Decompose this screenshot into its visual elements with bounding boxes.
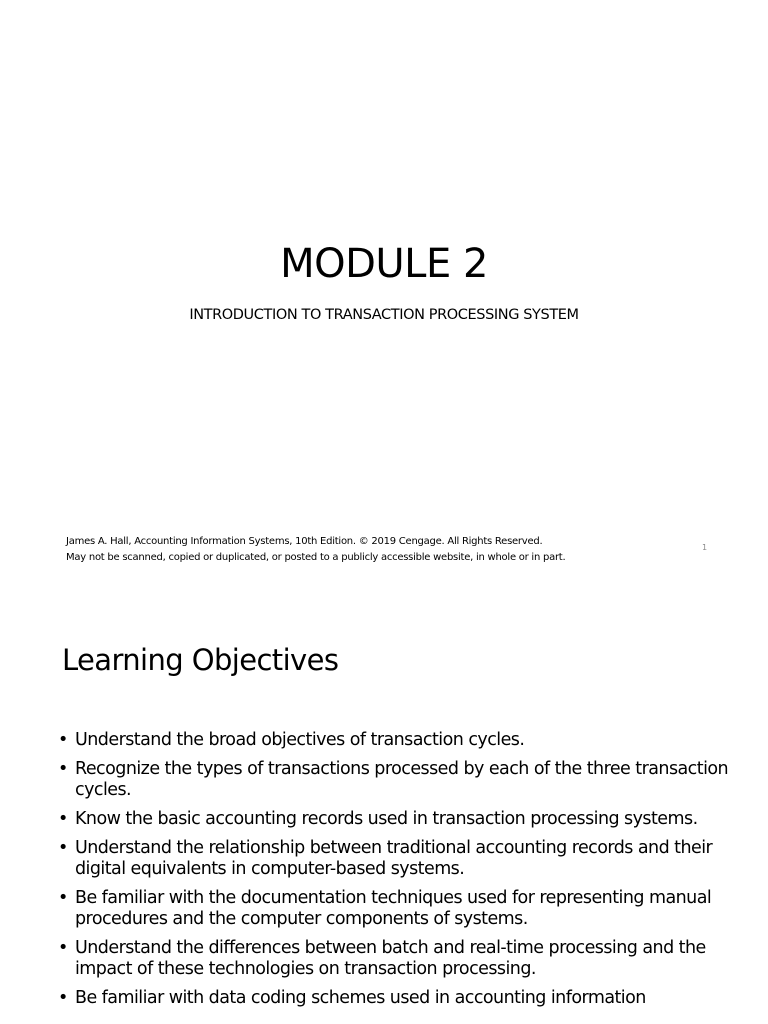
bullet-icon: • [58, 988, 68, 1008]
objectives-list [58, 730, 758, 1017]
copyright-notice [66, 534, 565, 566]
objective-item [58, 938, 758, 980]
objective-text: Understand the relationship between traditional accounting records and their digital equivalents in computer-based systems. [75, 838, 713, 879]
bullet-icon: • [58, 938, 68, 958]
module-title: MODULE 2 [280, 241, 488, 287]
objective-text: Recognize the types of transactions processed by each of the three transaction cycles. [75, 759, 729, 800]
learning-objectives-title: Learning Objectives [62, 643, 339, 677]
bullet-icon: • [58, 759, 68, 779]
copyright-line-1: James A. Hall, Accounting Information Systems, 10th Edition. © 2019 Cengage. All Rights Reserved. [66, 536, 543, 547]
bullet-icon: • [58, 888, 68, 908]
objective-item [58, 988, 758, 1009]
objective-item [58, 888, 758, 930]
objective-text: Know the basic accounting records used in transaction processing systems. [75, 809, 698, 829]
objective-text: Be familiar with the documentation techniques used for representing manual procedures and the computer components of systems. [75, 888, 712, 929]
objective-item [58, 838, 758, 880]
objective-text: Understand the broad objectives of transaction cycles. [75, 730, 525, 750]
slide-number: 1 [702, 543, 708, 552]
objective-item [58, 730, 758, 751]
copyright-line-2: May not be scanned, copied or duplicated, or posted to a publicly accessible website, in whole or in part. [66, 552, 566, 563]
objectives-slide [0, 590, 768, 1024]
objective-text: Be familiar with data coding schemes used in accounting information [75, 988, 646, 1008]
objective-item [58, 809, 758, 830]
bullet-icon: • [58, 730, 68, 750]
module-subtitle: INTRODUCTION TO TRANSACTION PROCESSING SYSTEM [189, 307, 579, 323]
bullet-icon: • [58, 809, 68, 829]
objective-item [58, 759, 758, 801]
objective-text: Understand the differences between batch and real-time processing and the impact of these technologies on transaction processing. [75, 938, 706, 979]
bullet-icon: • [58, 838, 68, 858]
